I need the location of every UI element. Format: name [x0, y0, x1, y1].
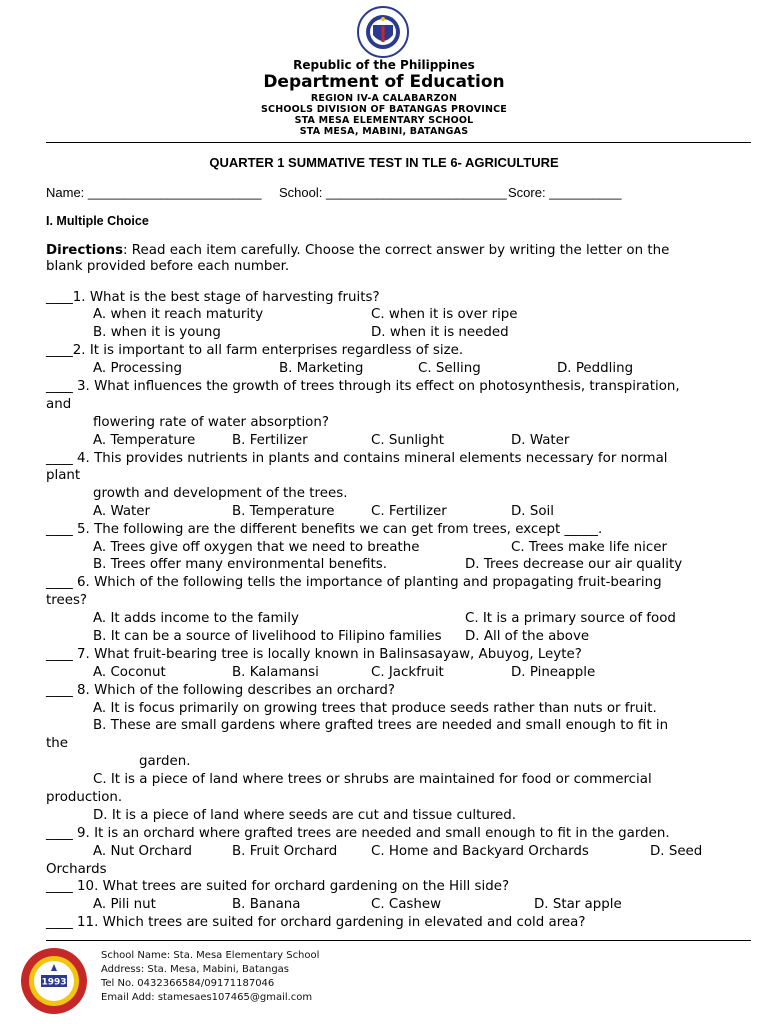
directions-line-2: blank provided before each number. — [46, 259, 290, 274]
footer-address: Address: Sta. Mesa, Mabini, Batangas — [101, 964, 290, 975]
question-3-choice-a: A. Temperature — [93, 433, 196, 448]
score-field[interactable]: Score: __________ — [508, 185, 622, 200]
question-10-choice-d: D. Star apple — [534, 897, 622, 912]
question-3-choice-c: C. Sunlight — [371, 433, 445, 448]
question-8-choice-b-line-3: garden. — [139, 754, 191, 769]
logo-year: 1993 — [41, 977, 67, 988]
question-10-choice-a: A. Pili nut — [93, 897, 156, 912]
question-2-choice-b: B. Marketing — [279, 361, 364, 376]
question-10-choice-b: B. Banana — [232, 897, 301, 912]
question-5-choice-c: C. Trees make life nicer — [511, 540, 667, 555]
question-1-choice-b: B. when it is young — [93, 325, 221, 340]
question-6-stem-2: trees? — [46, 593, 88, 608]
question-3-choice-b: B. Fertilizer — [232, 433, 308, 448]
question-7-choice-a: A. Coconut — [93, 665, 166, 680]
directions-label: Directions — [46, 243, 124, 258]
section-heading: I. Multiple Choice — [46, 214, 149, 228]
region-heading: REGION IV-A CALABARZON — [310, 93, 458, 104]
school-heading: STA MESA ELEMENTARY SCHOOL — [294, 115, 474, 126]
republic-heading: Republic of the Philippines — [293, 58, 475, 72]
question-9-choice-d-line-1: D. Seed — [650, 844, 703, 859]
question-7-choice-b: B. Kalamansi — [232, 665, 319, 680]
question-11-stem: ____ 11. Which trees are suited for orchard gardening in elevated and cold area? — [46, 915, 586, 930]
question-3-stem-1: ____ 3. What influences the growth of trees through its effect on photosynthesis, transpiration, — [46, 379, 680, 394]
question-10-stem: ____ 10. What trees are suited for orchard gardening on the Hill side? — [46, 879, 510, 894]
question-1-stem: ____1. What is the best stage of harvesting fruits? — [46, 290, 380, 305]
question-3-stem-3: flowering rate of water absorption? — [93, 415, 329, 430]
question-10-choice-c: C. Cashew — [371, 897, 442, 912]
question-7-choice-c: C. Jackfruit — [371, 665, 444, 680]
question-8-choice-d: D. It is a piece of land where seeds are cut and tissue cultured. — [93, 808, 517, 823]
question-1-choice-c: C. when it is over ripe — [371, 307, 518, 322]
question-3-choice-d: D. Water — [511, 433, 570, 448]
question-6-choice-b: B. It can be a source of livelihood to Filipino families — [93, 629, 442, 644]
directions-line-1 — [46, 243, 669, 258]
name-field[interactable]: Name: ________________________ — [46, 185, 262, 200]
question-6-choice-d: D. All of the above — [465, 629, 590, 644]
question-9-choice-c: C. Home and Backyard Orchards — [371, 844, 589, 859]
question-4-choice-a: A. Water — [93, 504, 151, 519]
question-2-choice-d: D. Peddling — [557, 361, 634, 376]
address-heading: STA MESA, MABINI, BATANGAS — [299, 126, 469, 137]
question-2-stem: ____2. It is important to all farm enterprises regardless of size. — [46, 343, 464, 358]
division-heading: SCHOOLS DIVISION OF BATANGAS PROVINCE — [260, 104, 507, 115]
question-9-choice-d-line-2: Orchards — [46, 862, 107, 877]
question-5-choice-d: D. Trees decrease our air quality — [465, 557, 683, 572]
question-1-choice-d: D. when it is needed — [371, 325, 509, 340]
question-3-stem-2: and — [46, 397, 72, 412]
question-2-choice-a: A. Processing — [93, 361, 182, 376]
question-6-choice-c: C. It is a primary source of food — [465, 611, 676, 626]
directions-text-1: : Read each item carefully. Choose the correct answer by writing the letter on the — [123, 243, 670, 258]
question-5-choice-a: A. Trees give off oxygen that we need to breathe — [93, 540, 420, 555]
school-logo-icon — [19, 946, 89, 1016]
footer-divider — [46, 940, 751, 941]
school-field[interactable]: School: _________________________ — [279, 185, 507, 200]
question-7-stem: ____ 7. What fruit-bearing tree is locally known in Balinsasayaw, Abuyog, Leyte? — [46, 647, 582, 662]
question-8-stem: ____ 8. Which of the following describes an orchard? — [46, 683, 396, 698]
question-4-stem-3: growth and development of the trees. — [93, 486, 348, 501]
test-title: QUARTER 1 SUMMATIVE TEST IN TLE 6- AGRICULTURE — [209, 155, 559, 170]
question-4-choice-c: C. Fertilizer — [371, 504, 447, 519]
deped-seal-icon — [356, 5, 410, 59]
question-8-choice-b-line-2: the — [46, 736, 68, 751]
question-5-stem: ____ 5. The following are the different benefits we can get from trees, except _____. — [46, 522, 603, 537]
question-9-stem: ____ 9. It is an orchard where grafted trees are needed and small enough to fit in the garden. — [46, 826, 670, 841]
footer-school-name: School Name: Sta. Mesa Elementary School — [101, 950, 320, 961]
question-4-choice-b: B. Temperature — [232, 504, 335, 519]
question-6-stem-1: ____ 6. Which of the following tells the importance of planting and propagating fruit-bearing — [46, 575, 662, 590]
question-4-stem-1: ____ 4. This provides nutrients in plants and contains mineral elements necessary for normal — [46, 451, 668, 466]
question-9-choice-a: A. Nut Orchard — [93, 844, 193, 859]
question-8-choice-c-line-1: C. It is a piece of land where trees or shrubs are maintained for food or commercial — [93, 772, 652, 787]
question-8-choice-c-line-2: production. — [46, 790, 123, 805]
question-6-choice-a: A. It adds income to the family — [93, 611, 299, 626]
question-1-choice-a: A. when it reach maturity — [93, 307, 264, 322]
question-9-choice-b: B. Fruit Orchard — [232, 844, 338, 859]
question-7-choice-d: D. Pineapple — [511, 665, 596, 680]
header-divider — [46, 142, 751, 143]
department-heading: Department of Education — [263, 72, 505, 92]
footer-email[interactable]: Email Add: stamesaes107465@gmail.com — [101, 992, 313, 1003]
question-2-choice-c: C. Selling — [418, 361, 481, 376]
question-4-choice-d: D. Soil — [511, 504, 554, 519]
question-4-stem-2: plant — [46, 468, 81, 483]
question-8-choice-a: A. It is focus primarily on growing trees that produce seeds rather than nuts or fruit. — [93, 701, 657, 716]
footer-tel: Tel No. 0432366584/09171187046 — [101, 978, 275, 989]
question-8-choice-b-line-1: B. These are small gardens where grafted trees are needed and small enough to fit in — [93, 718, 669, 733]
question-5-choice-b: B. Trees offer many environmental benefits. — [93, 557, 388, 572]
